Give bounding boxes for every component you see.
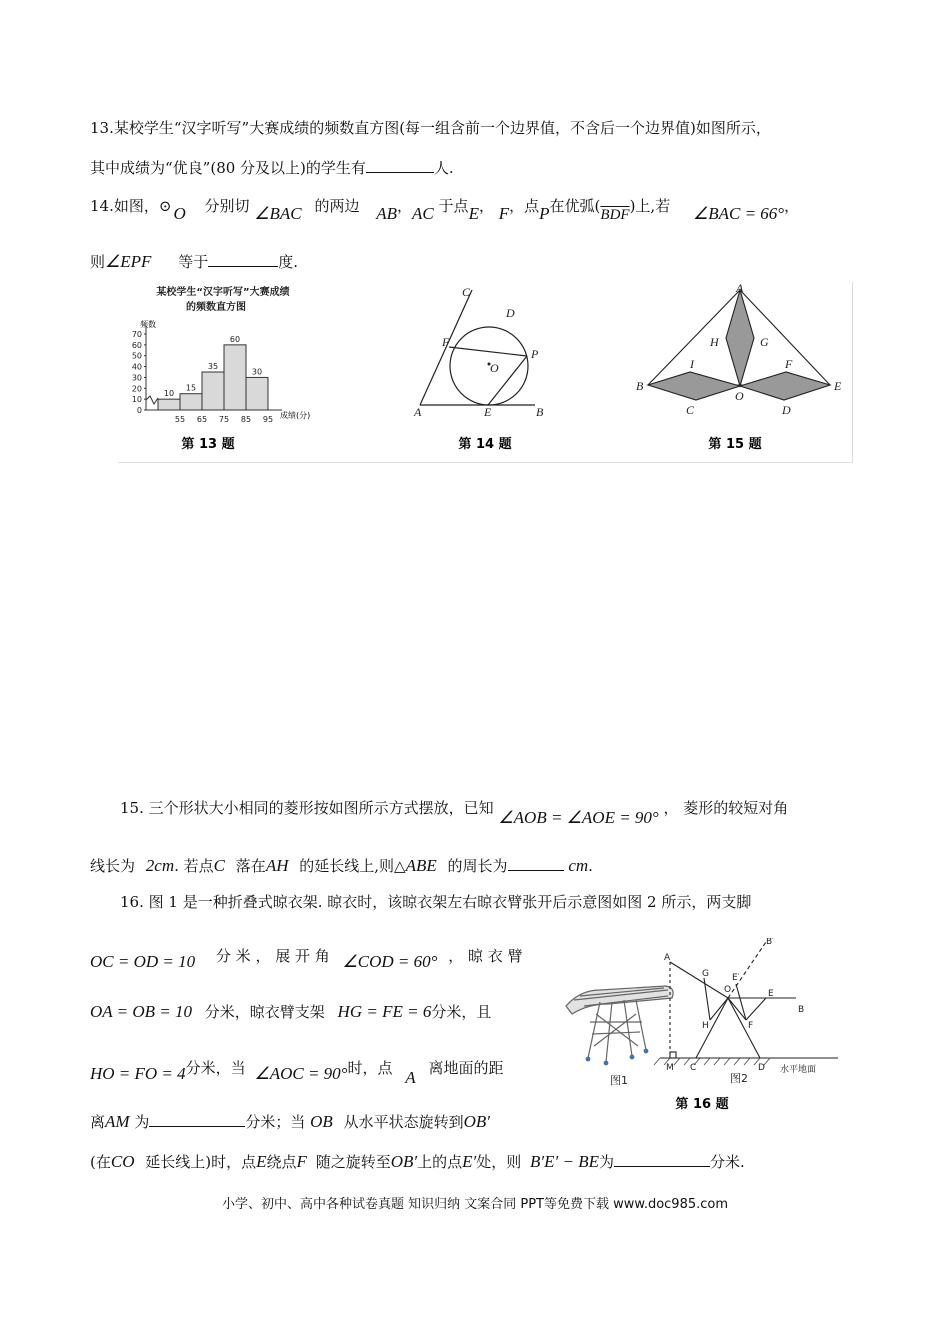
- q15-text-8: .: [588, 857, 593, 875]
- leg-OD: [728, 998, 760, 1058]
- q16-l2-text2: ， 晾 衣 臂: [448, 947, 523, 965]
- rhombus-right: [740, 372, 830, 400]
- hist-title-1: 某校学生“汉字听写”大赛成绩: [156, 287, 290, 298]
- f16-label-O: O: [724, 985, 732, 995]
- label-E15: E: [834, 379, 842, 393]
- q16-l4-text2: 时，点: [347, 1059, 393, 1077]
- circle-O: [450, 327, 528, 405]
- hist-bar: [246, 377, 268, 410]
- hist-bar-value: 30: [251, 367, 263, 377]
- q16-l5-text4: 从水平状态旋转到: [343, 1113, 464, 1131]
- arm-OB-prime: [728, 942, 766, 998]
- hist-title-2: 的频数直方图: [186, 302, 246, 313]
- q16-answer-blank-2[interactable]: [614, 1152, 710, 1167]
- q15-AH: AH: [265, 856, 289, 875]
- q16-l6-text2: 延长线上)时，点: [145, 1153, 257, 1171]
- q14-AC: AC: [412, 204, 434, 223]
- q16-OB: OB: [310, 1112, 333, 1131]
- q14-text-8: ，: [784, 197, 800, 215]
- q14-comma1: ，: [397, 197, 413, 215]
- q14-line2: [90, 252, 298, 272]
- segment-HO: [710, 998, 728, 1020]
- hist-ytick-label: 60: [131, 340, 142, 350]
- q16-HG-FE: HG = FE = 6: [337, 1002, 432, 1021]
- q16-AM: AM: [105, 1112, 130, 1131]
- hist-ytick-label: 70: [131, 330, 142, 339]
- f16-label-M: M: [666, 1063, 674, 1073]
- q14-AB: AB: [376, 204, 398, 223]
- label-P: P: [531, 347, 539, 361]
- q16-l3-text1: 分米，晾衣臂支架: [204, 1003, 325, 1021]
- q16-l6-text6: 处，则: [476, 1153, 522, 1171]
- q14-comma2: ，: [478, 197, 494, 215]
- q14-arc-BDF: $\overline{BDF}$: [600, 207, 630, 223]
- rack-illustration: [566, 986, 673, 1062]
- q14-answer-blank[interactable]: [208, 252, 278, 267]
- q15-text-2: ， 菱形的较短对角: [663, 799, 789, 817]
- footer-banner: 小学、初中、高中各种试卷真题 知识归纳 文案合同 PPT等免费下载 www.doc985.com: [221, 1197, 729, 1212]
- q14-text-5: ，点: [509, 197, 540, 215]
- q15-answer-blank[interactable]: [508, 856, 564, 871]
- q16-l6-text5: 上的点: [417, 1153, 463, 1171]
- label-H: H: [710, 335, 719, 349]
- label-B15: B: [636, 379, 644, 393]
- hist-bar-value: 60: [229, 334, 241, 344]
- fig15-caption: 第 15 题: [708, 437, 762, 452]
- f16-label-D: D: [758, 1063, 765, 1073]
- q15-text-5: 落在: [235, 857, 266, 875]
- rack-foot-3: [630, 1055, 635, 1060]
- hist-ytick-label: 0: [136, 406, 142, 415]
- q16-l5-text1: 离: [90, 1113, 106, 1131]
- hist-xtick-label: 95: [262, 415, 274, 424]
- label-A15: A: [736, 282, 744, 295]
- q16-l3-text2: 分米，且: [431, 1003, 492, 1021]
- q16-line2: [90, 947, 523, 972]
- right-angle-mark: [670, 1052, 676, 1058]
- q16-expression: B′E′ − BE: [530, 1152, 599, 1171]
- q16-l4-text3: 离地面的距: [428, 1059, 504, 1077]
- q16-OA-OB: OA = OB = 10: [90, 1002, 192, 1021]
- hist-ytick-label: 10: [131, 395, 142, 405]
- label-O: O: [490, 361, 499, 375]
- hist-ytick-label: 30: [131, 373, 142, 383]
- q14-P: P: [539, 204, 550, 223]
- q16-HO-FO: HO = FO = 4: [90, 1064, 186, 1083]
- label-G: G: [760, 335, 769, 349]
- q15-unit: cm: [568, 856, 589, 875]
- q16-CO: CO: [110, 1152, 135, 1171]
- q13-text-a: 其中成绩为“优良”(80 分及以上)的学生有: [90, 159, 366, 177]
- q15-text-1: 15. 三个形状大小相同的菱形按如图所示方式摆放，已知: [120, 799, 494, 817]
- label-F15: F: [785, 357, 793, 371]
- q14-equals: 等于: [178, 253, 209, 271]
- q16-angle-AOC: ∠AOC = 90°: [254, 1064, 348, 1083]
- f16-label-F: F: [748, 1021, 754, 1031]
- q15-text-4: . 若点: [174, 857, 214, 875]
- q15-text-3: 线长为: [90, 857, 136, 875]
- label-E: E: [484, 405, 492, 419]
- histogram-figure: [118, 282, 318, 458]
- fig2-caption: 图2: [730, 1072, 748, 1085]
- f16-label-H: H: [702, 1021, 709, 1031]
- hist-ytick-label: 40: [131, 362, 142, 372]
- f16-label-E-prime: E′: [732, 973, 740, 983]
- q14-text-2: 分别切: [204, 197, 250, 215]
- label-O15: O: [735, 389, 744, 403]
- hist-ytick-label: 20: [131, 384, 142, 394]
- q13-line2: [90, 158, 454, 178]
- label-A: A: [414, 405, 422, 419]
- f16-label-C: C: [690, 1063, 697, 1073]
- hist-bar: [180, 394, 202, 410]
- q16-l6-text7: 为: [598, 1153, 614, 1171]
- q16-line6: [90, 1152, 745, 1172]
- q14-angle-EPF: ∠EPF: [105, 252, 152, 271]
- q15-ABE: ABE: [405, 856, 437, 875]
- hist-xtick-label: 75: [218, 415, 230, 424]
- f16-label-A: A: [664, 953, 671, 963]
- brace-GH: [704, 978, 710, 1020]
- q16-l4-text1: 分米，当: [185, 1059, 246, 1077]
- q14-text-7: )上,若: [629, 197, 671, 215]
- q16-angle-COD: ∠COD = 60°: [342, 952, 438, 971]
- q16-line5: [90, 1112, 490, 1132]
- label-B: B: [536, 405, 544, 419]
- q15-line1: [120, 798, 789, 827]
- label-I: I: [690, 357, 694, 371]
- f16-label-B: B: [798, 1005, 805, 1015]
- f16-label-G: G: [702, 969, 709, 979]
- q14-then: 则: [90, 253, 106, 271]
- q16-l6-text4: 随之旋转至: [315, 1153, 391, 1171]
- q13-line1: 13.某校学生“汉字听写”大赛成绩的频数直方图(每一组含前一个边界值，不含后一个边界值)如图所示，: [90, 119, 771, 137]
- rack-foot-2: [604, 1061, 609, 1066]
- q16-l6-text1: (在: [90, 1153, 111, 1171]
- q15-C: C: [213, 856, 226, 875]
- label-D: D: [506, 306, 515, 320]
- hist-axis-break: [146, 396, 158, 404]
- q13-answer-blank[interactable]: [366, 158, 434, 173]
- label-F: F: [442, 335, 450, 349]
- f16-label-E: E: [768, 989, 774, 999]
- segment-FP: [449, 347, 527, 356]
- hist-xlabel: 成绩(分): [280, 411, 311, 420]
- f16-label-B-prime: B′: [766, 938, 775, 947]
- q16-answer-blank-1[interactable]: [149, 1112, 245, 1127]
- label-C: C: [462, 285, 471, 299]
- q16-point-A: A: [405, 1068, 416, 1087]
- q16-E: E: [256, 1152, 267, 1171]
- q15-condition: ∠AOB = ∠AOE = 90°: [498, 808, 659, 827]
- q15-line2: [90, 856, 593, 876]
- fig13-caption: 第 13 题: [181, 437, 235, 452]
- fig1-caption: 图1: [610, 1074, 628, 1087]
- hist-bar-value: 15: [185, 383, 197, 393]
- q16-line3: [90, 1002, 491, 1022]
- q14-F: F: [498, 204, 510, 223]
- leg-OC: [696, 998, 728, 1058]
- q14-text-1: 14.如图，⊙: [90, 197, 172, 215]
- hist-xtick-label: 65: [196, 415, 208, 424]
- hist-bar-value: 35: [207, 362, 219, 371]
- hist-bar: [202, 372, 224, 410]
- q14-degree: 度.: [278, 253, 298, 271]
- q14-circle-O: O: [173, 204, 186, 223]
- q13-text-b: 人.: [433, 159, 454, 177]
- q14-condition: ∠BAC = 66°: [692, 204, 785, 223]
- q14-line1: [90, 196, 800, 223]
- ground-label: 水平地面: [780, 1065, 817, 1075]
- rack-foot-4: [644, 1049, 649, 1054]
- rhombus-figure: [630, 282, 852, 458]
- hist-bar: [224, 345, 246, 410]
- q16-line4: [90, 1059, 504, 1087]
- q14-E: E: [468, 204, 479, 223]
- hist-xtick-label: 55: [174, 415, 186, 424]
- q16-l6-text3: 绕点: [266, 1153, 297, 1171]
- q16-l2-text1: 分 米 ， 展 开 角: [215, 947, 330, 965]
- q15-text-6: 的延长线上,则△: [299, 857, 406, 875]
- brace-FE: [746, 998, 766, 1020]
- q16-OB-prime-2: OB′: [390, 1152, 418, 1171]
- rhombus-left: [648, 372, 740, 400]
- q16-F: F: [296, 1152, 307, 1171]
- q16-E-prime: E′: [462, 1152, 477, 1171]
- q14-text-6: 在优弧(: [549, 197, 601, 215]
- q16-line1: 16. 图 1 是一种折叠式晾衣架. 晾衣时，该晾衣架左右晾衣臂张开后示意图如图 2 所示，两支脚: [120, 893, 752, 911]
- q14-angle-BAC: ∠BAC: [254, 204, 302, 223]
- circle-tangent-figure: [400, 282, 580, 458]
- q16-l5-text3: 分米；当: [245, 1113, 306, 1131]
- q16-OB-prime: OB′: [463, 1112, 491, 1131]
- rhombus-top: [726, 290, 754, 386]
- hist-ylabel: 频数: [140, 320, 156, 329]
- hist-bar-value: 10: [163, 389, 175, 399]
- q16-l5-text2: 为: [134, 1113, 150, 1131]
- q14-text-4: 于点: [438, 197, 469, 215]
- fig14-caption: 第 14 题: [458, 437, 512, 452]
- arm-OA: [670, 962, 728, 998]
- hist-bar: [158, 399, 180, 410]
- hist-xtick-label: 85: [240, 415, 252, 424]
- label-D15: D: [782, 403, 791, 417]
- q16-OC-OD: OC = OD = 10: [90, 952, 196, 971]
- rack-foot-1: [586, 1057, 591, 1062]
- q14-text-3: 的两边: [314, 197, 360, 215]
- label-C15: C: [686, 403, 695, 417]
- q15-length: 2cm: [145, 856, 175, 875]
- q16-l6-text8: 分米.: [710, 1153, 745, 1171]
- fig16-caption: 第 16 题: [675, 1097, 729, 1112]
- hist-ytick-label: 50: [131, 351, 142, 361]
- drying-rack-figure: [560, 938, 850, 1116]
- q15-text-7: 的周长为: [447, 857, 508, 875]
